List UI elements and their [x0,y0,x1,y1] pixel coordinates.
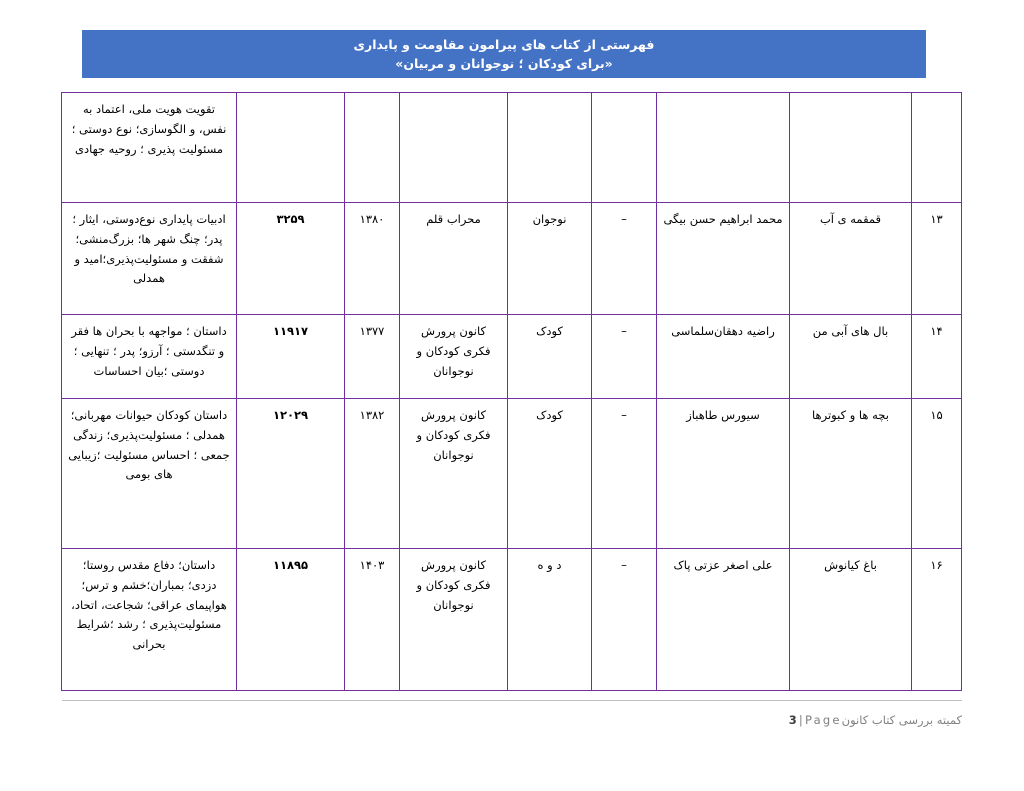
cell-year: ۱۳۸۲ [345,399,400,549]
cell-translator: – [592,315,657,399]
footer-page-indicator [789,713,842,727]
cell-audience [508,93,592,203]
cell-themes: ادبیات پایداری نوع‌دوستی، ایثار ؛ پدر؛ چنگ شهر ها؛ بزرگ‌منشی؛ شفقت و مسئولیت‌پذیری؛امید و همدلی [62,203,237,315]
cell-author: علی اصغر عزتی پاک [657,549,790,691]
cell-title: قمقمه ی آب [790,203,912,315]
cell-code: ۳۲۵۹ [237,203,345,315]
cell-publisher [400,93,508,203]
cell-code: ۱۱۹۱۷ [237,315,345,399]
cell-author: محمد ابراهیم حسن بیگی [657,203,790,315]
cell-title: بچه ها و کبوترها [790,399,912,549]
cell-audience: کودک [508,315,592,399]
cell-row-number [912,93,962,203]
cell-code: ۱۲۰۲۹ [237,399,345,549]
cell-themes: داستان کودکان حیوانات مهربانی؛ همدلی ؛ مسئولیت‌پذیری؛ زندگی جمعی ؛ احساس مسئولیت ؛زیبایی های بومی [62,399,237,549]
footer-separator: | [798,713,805,727]
cell-translator: – [592,399,657,549]
table-row [62,315,962,399]
cell-publisher: کانون پرورش فکری کودکان و نوجوانان [400,549,508,691]
cell-year: ۱۳۷۷ [345,315,400,399]
cell-author: سیورس طاهباز [657,399,790,549]
footer-page-label: Page [805,713,842,727]
cell-themes: تقویت هویت ملی، اعتماد به نفس، و الگوسازی؛ نوع دوستی ؛مسئولیت پذیری ؛ روحیه جهادی [62,93,237,203]
cell-audience: کودک [508,399,592,549]
cell-year: ۱۴۰۳ [345,549,400,691]
cell-audience: د و ه [508,549,592,691]
cell-author [657,93,790,203]
cell-publisher: کانون پرورش فکری کودکان و نوجوانان [400,399,508,549]
table-row [62,549,962,691]
cell-year [345,93,400,203]
table-row [62,399,962,549]
cell-themes: داستان ؛ مواجهه با بحران ها فقر و تنگدستی ؛ آرزو؛ پدر ؛ تنهایی ؛دوستی ؛بیان احساسات [62,315,237,399]
cell-row-number: ۱۴ [912,315,962,399]
cell-code [237,93,345,203]
cell-code: ۱۱۸۹۵ [237,549,345,691]
table-row [62,93,962,203]
table-row [62,203,962,315]
cell-title: بال های آبی من [790,315,912,399]
cell-publisher: کانون پرورش فکری کودکان و نوجوانان [400,315,508,399]
cell-year: ۱۳۸۰ [345,203,400,315]
header-title-line-2: «برای کودکان ؛ نوجوانان و مربیان» [395,56,613,71]
book-list-table-wrapper [62,92,962,691]
header-title-line-1: فهرستی از کتاب های پیرامون مقاومت و پایداری [353,36,655,52]
document-header-banner [82,30,926,78]
cell-title: باغ کیانوش [790,549,912,691]
cell-themes: داستان؛ دفاع مقدس روستا؛ دزدی؛ بمباران؛خشم و ترس؛ هواپیمای عراقی؛ شجاعت، اتحاد، مسئولیت‌پذیری ؛ رشد ؛شرایط بحرانی [62,549,237,691]
cell-title [790,93,912,203]
cell-author: راضیه دهقان‌سلماسی [657,315,790,399]
footer-committee-text: کمیته بررسی کتاب کانون [841,713,962,727]
footer-page-number: 3 [788,713,799,727]
document-footer [62,700,962,734]
cell-audience: نوجوان [508,203,592,315]
cell-publisher: محراب قلم [400,203,508,315]
cell-row-number: ۱۶ [912,549,962,691]
cell-translator [592,93,657,203]
cell-translator: – [592,203,657,315]
cell-translator: – [592,549,657,691]
cell-row-number: ۱۳ [912,203,962,315]
book-list-table [61,92,962,691]
cell-row-number: ۱۵ [912,399,962,549]
